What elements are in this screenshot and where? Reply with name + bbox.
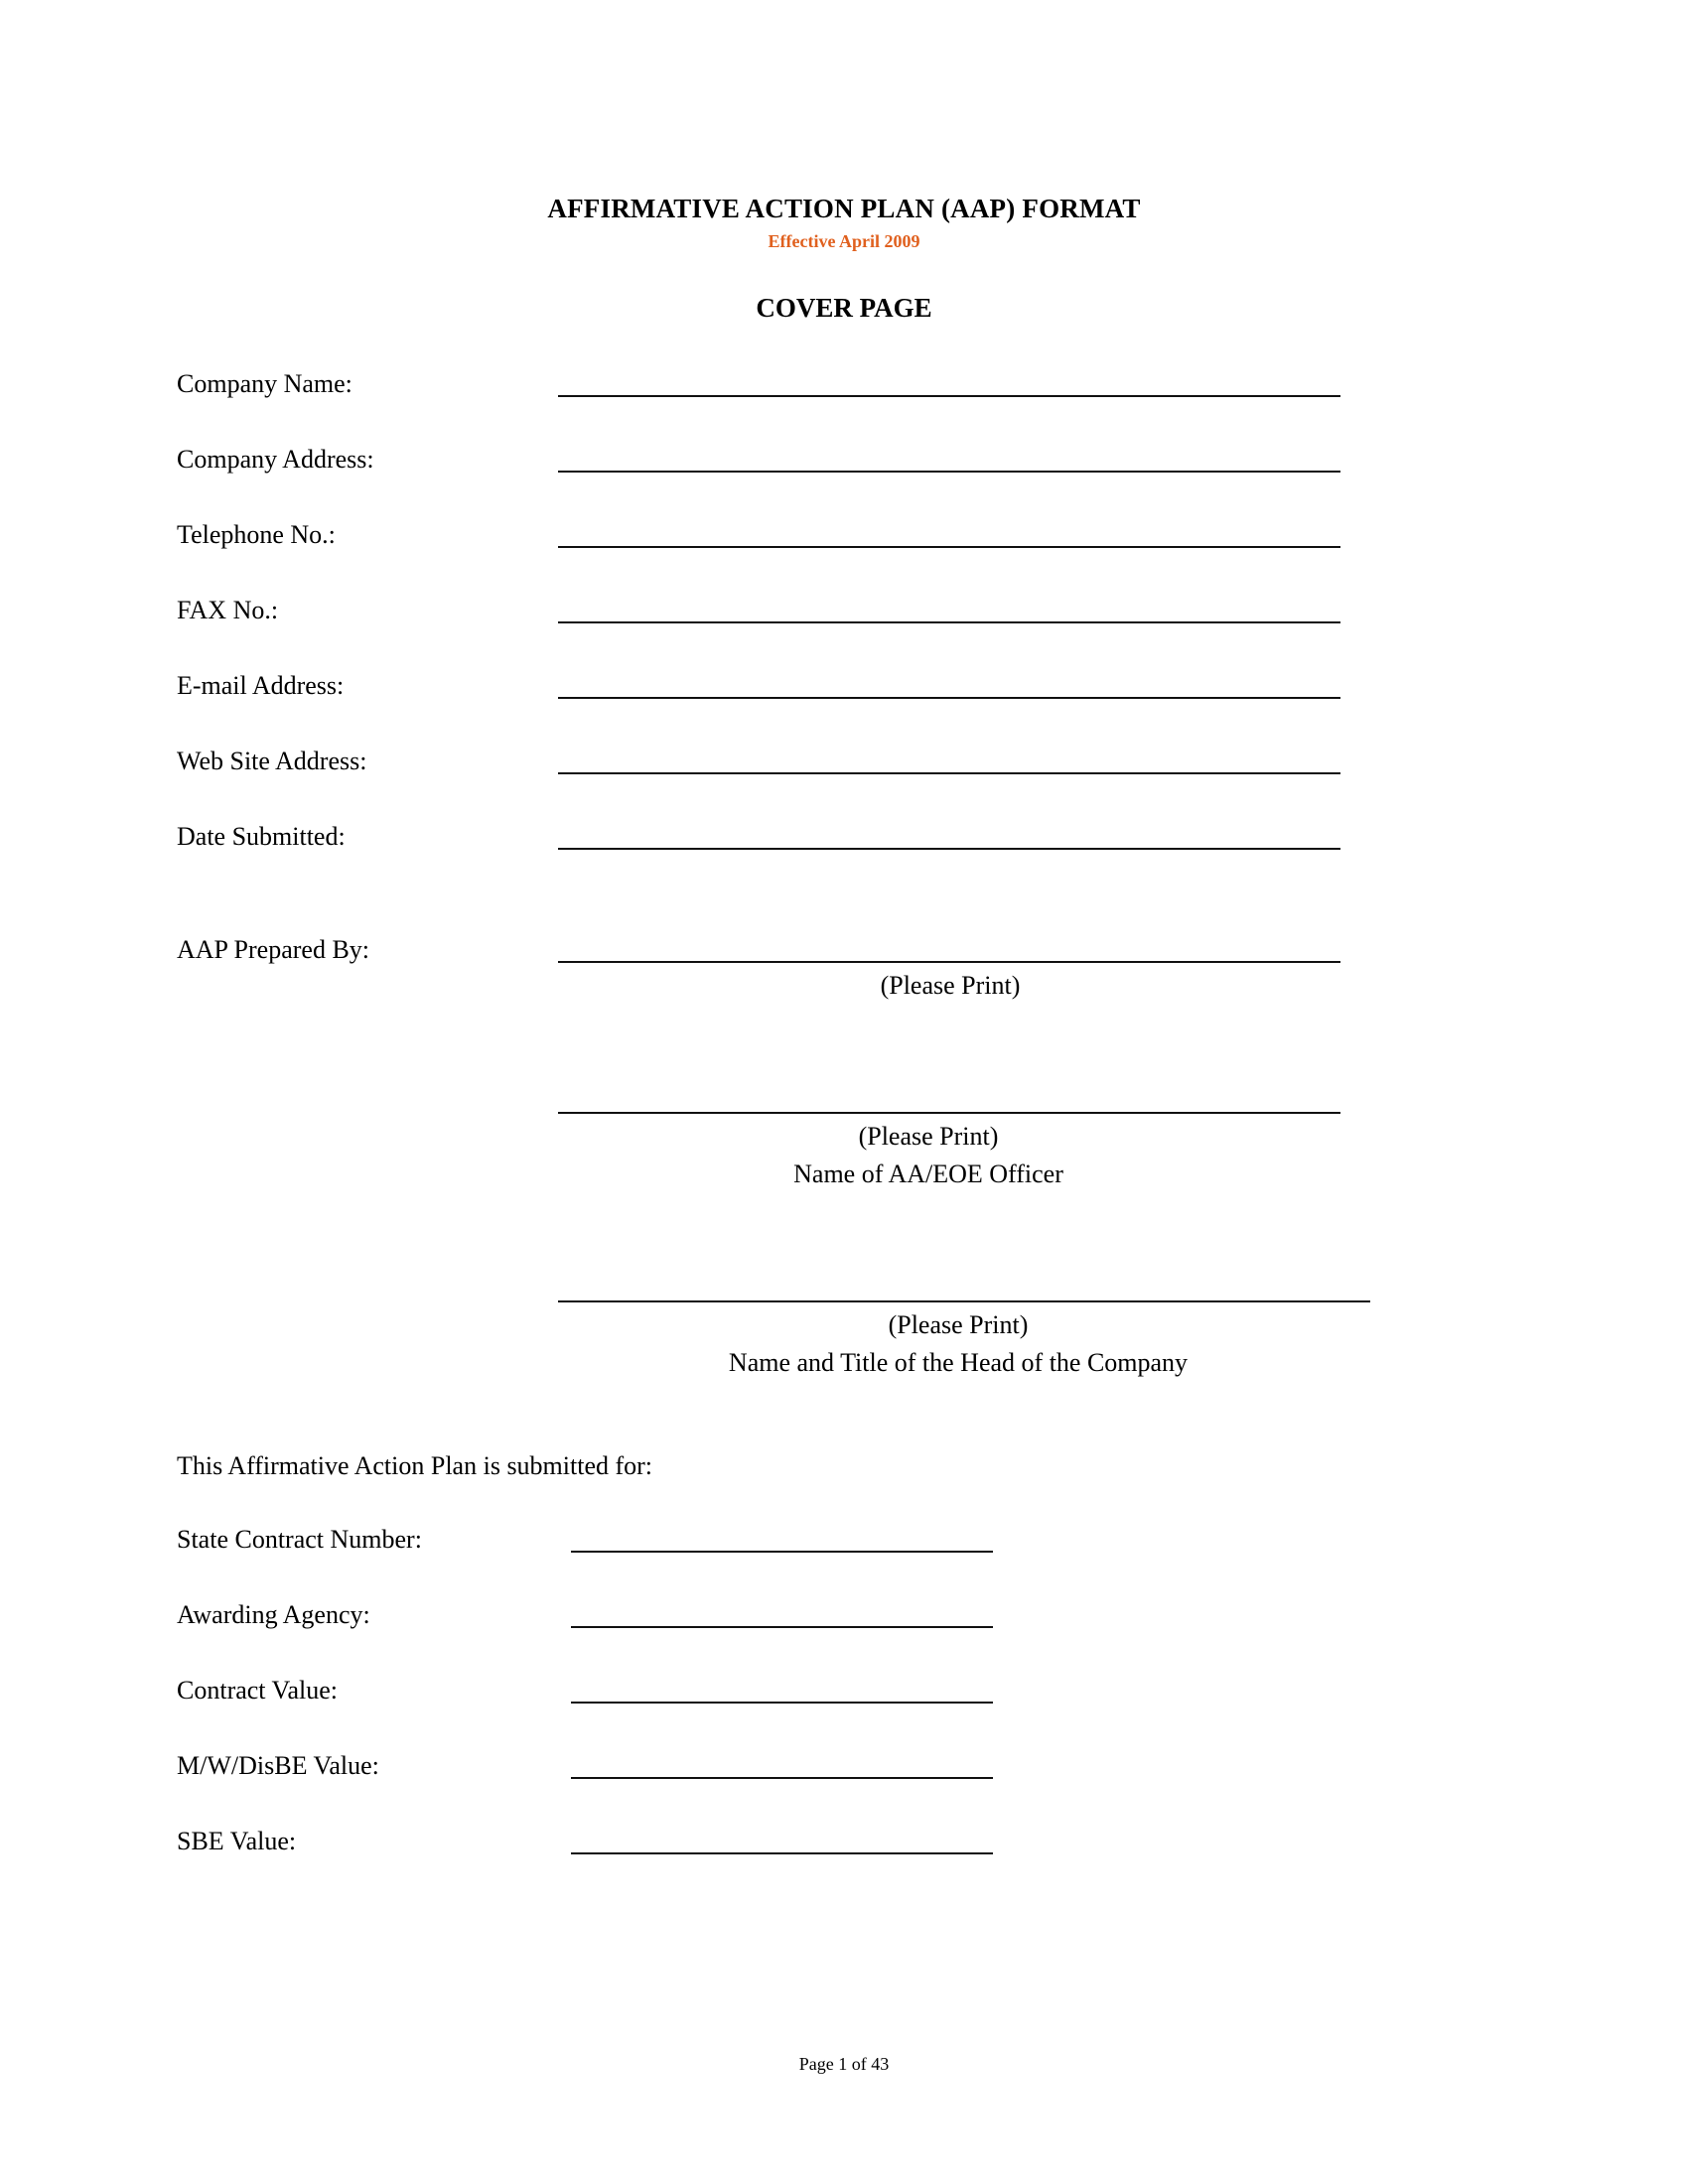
caption-please-print-head-of-company: (Please Print) (888, 1310, 1029, 1339)
label-aap-prepared-by: AAP Prepared By: (177, 935, 370, 964)
input-line-fax-no[interactable] (558, 621, 1340, 623)
input-line-awarding-agency[interactable] (571, 1626, 993, 1628)
input-line-aa-eoe-officer[interactable] (558, 1112, 1340, 1114)
label-company-address: Company Address: (177, 445, 374, 474)
input-line-telephone-no[interactable] (558, 546, 1340, 548)
label-company-name: Company Name: (177, 369, 352, 398)
label-date-submitted: Date Submitted: (177, 822, 346, 851)
field-row-head-of-company (177, 1273, 1527, 1306)
field-row-aap-prepared-by (177, 933, 1527, 967)
input-line-email-address[interactable] (558, 697, 1340, 699)
effective-date-subtitle: Effective April 2009 (768, 231, 920, 251)
label-state-contract-number: State Contract Number: (177, 1525, 422, 1554)
submission-intro-text: This Affirmative Action Plan is submitted for: (177, 1451, 653, 1480)
input-line-aap-prepared-by[interactable] (558, 961, 1340, 963)
input-line-web-site-address[interactable] (558, 772, 1340, 774)
input-line-date-submitted[interactable] (558, 848, 1340, 850)
field-row-state-contract-number (177, 1523, 1527, 1557)
label-mwdisbe-value: M/W/DisBE Value: (177, 1751, 379, 1780)
section-title-cover-page: COVER PAGE (756, 293, 932, 323)
field-row-date-submitted (177, 820, 1527, 854)
field-row-contract-value (177, 1674, 1527, 1707)
caption-please-print-preparer: (Please Print) (880, 971, 1021, 1000)
label-contract-value: Contract Value: (177, 1676, 338, 1705)
label-email-address: E-mail Address: (177, 671, 345, 700)
field-row-fax-no (177, 594, 1527, 627)
input-line-mwdisbe-value[interactable] (571, 1777, 993, 1779)
label-fax-no: FAX No.: (177, 596, 279, 624)
field-row-company-address (177, 443, 1527, 477)
input-line-contract-value[interactable] (571, 1702, 993, 1704)
input-line-head-of-company[interactable] (558, 1300, 1370, 1302)
caption-name-and-title-of-head-of-company: Name and Title of the Head of the Company (728, 1348, 1189, 1377)
field-row-awarding-agency (177, 1598, 1527, 1632)
field-row-web-site-address (177, 745, 1527, 778)
label-web-site-address: Web Site Address: (177, 747, 367, 775)
input-line-company-address[interactable] (558, 471, 1340, 473)
input-line-sbe-value[interactable] (571, 1852, 993, 1854)
field-row-mwdisbe-value (177, 1749, 1527, 1783)
field-row-aa-eoe-officer (177, 1084, 1527, 1118)
caption-please-print-officer: (Please Print) (858, 1122, 999, 1151)
caption-name-of-aa-eoe-officer: Name of AA/EOE Officer (793, 1160, 1063, 1188)
page-footer: Page 1 of 43 (798, 2054, 890, 2074)
label-awarding-agency: Awarding Agency: (177, 1600, 370, 1629)
label-sbe-value: SBE Value: (177, 1827, 297, 1855)
field-row-telephone-no (177, 518, 1527, 552)
label-telephone-no: Telephone No.: (177, 520, 336, 549)
field-row-email-address (177, 669, 1527, 703)
input-line-company-name[interactable] (558, 395, 1340, 397)
field-row-company-name (177, 367, 1527, 401)
input-line-state-contract-number[interactable] (571, 1551, 993, 1553)
page-title: AFFIRMATIVE ACTION PLAN (AAP) FORMAT (547, 194, 1141, 223)
field-row-sbe-value (177, 1825, 1527, 1858)
